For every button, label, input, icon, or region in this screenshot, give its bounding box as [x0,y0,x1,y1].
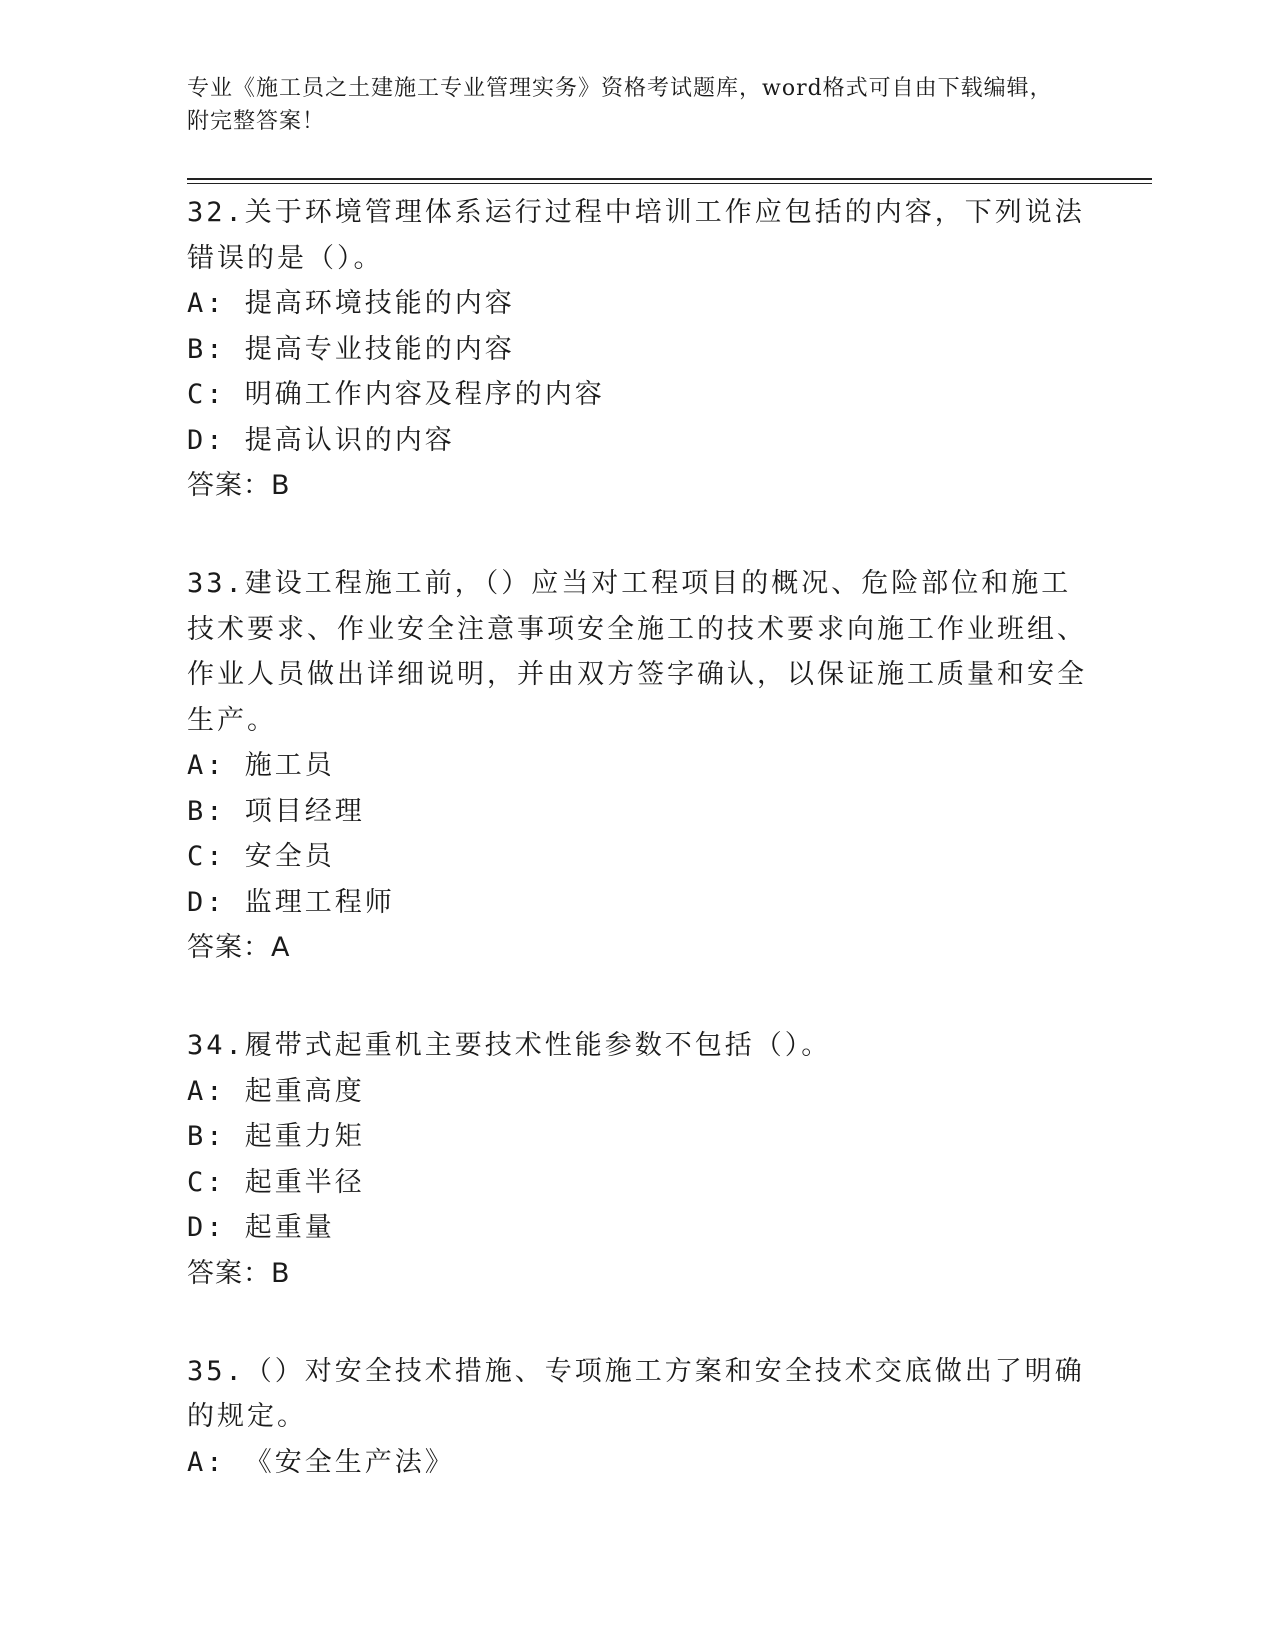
option-c: C: 安全员 [187,841,335,872]
option-d: D: 起重量 [187,1212,335,1243]
question-32 [187,190,1087,509]
option-a: A: 《安全生产法》 [187,1446,455,1478]
header-divider-thin [187,183,1152,184]
answer-line: 答案：A [187,932,291,963]
question-stem: 32.关于环境管理体系运行过程中培训工作应包括的内容，下列说法错误的是（）。 [187,197,1085,274]
option-a: A: 提高环境技能的内容 [187,288,515,319]
question-33 [187,561,1087,971]
question-stem: 35.（）对安全技术措施、专项施工方案和安全技术交底做出了明确的规定。 [187,1355,1085,1432]
header-divider-thick [187,178,1152,180]
option-a: A: 起重高度 [187,1075,365,1107]
question-list [187,190,1087,1537]
question-35 [187,1349,1087,1486]
question-stem: 34.履带式起重机主要技术性能参数不包括（）。 [187,1030,832,1061]
answer-line: 答案：B [187,1257,291,1289]
question-34 [187,1023,1087,1297]
option-c: C: 明确工作内容及程序的内容 [187,379,605,410]
question-stem: 33.建设工程施工前，（）应当对工程项目的概况、危险部位和施工技术要求、作业安全注意事项安全施工的技术要求向施工作业班组、作业人员做出详细说明，并由双方签字确认，以保证施工质量和安全生产。 [187,568,1087,736]
option-d: D: 监理工程师 [187,886,395,918]
option-a: A: 施工员 [187,750,335,781]
option-b: B: 提高专业技能的内容 [187,333,515,365]
document-header: 专业《施工员之土建施工专业管理实务》资格考试题库，word格式可自由下载编辑，附完整答案！ [187,76,1053,134]
answer-line: 答案：B [187,470,291,501]
option-b: B: 起重力矩 [187,1121,365,1152]
option-c: C: 起重半径 [187,1166,365,1198]
option-d: D: 提高认识的内容 [187,424,455,456]
option-b: B: 项目经理 [187,795,365,827]
